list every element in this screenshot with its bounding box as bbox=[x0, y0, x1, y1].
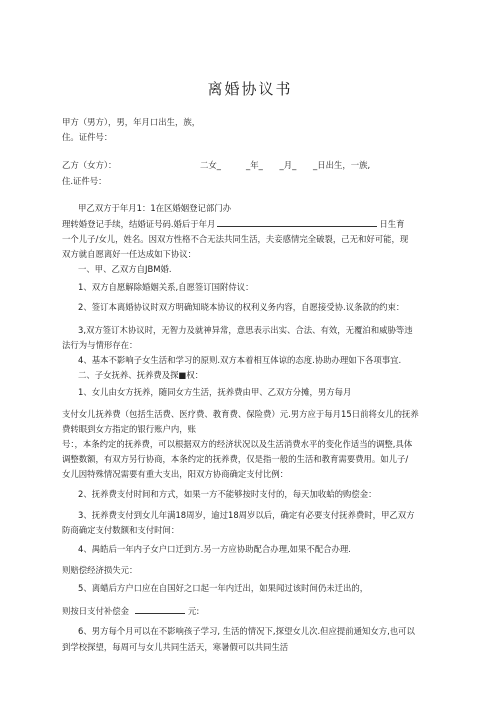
intro-line-2-end: 日生育 bbox=[379, 219, 405, 229]
clause-1-2: 2、签订本离婚协议时双方明确知晓本协议的权利义务内容，自愿接受协.议条款的约束： bbox=[78, 302, 405, 312]
party-b-fields: 二女_ _年_ _月_ _日出生，一族, bbox=[200, 160, 371, 170]
clause-2-1-cont-5: 女儿因特殊情况需要有重大支出，阳双方协商确定支付比例： bbox=[62, 469, 289, 479]
clause-2-1-cont-1: 支付女儿抚养费（包括生活费、医疗费、教育费、保险费）元.男方应于每月15日前将女儿的抚养 bbox=[62, 409, 419, 419]
clause-2-5-cont bbox=[62, 605, 199, 617]
clause-2-4: 4、禺皓后一年内子女户口迁到方.另一方应协助配合办理,如果不配合办理. bbox=[78, 544, 351, 554]
clause-1-1: 1、双方自愿解除婚姻关系,自愿签订国附侍议： bbox=[78, 282, 254, 292]
clause-2-2: 2、抚养费支付时间和方式，如果一方不能够按时支付的，每天加收蛤的购偿金： bbox=[78, 489, 377, 499]
clause-1-3-line-2: 法行为与情形存在： bbox=[62, 340, 138, 350]
clause-2-3-line-1: 3、抚养费支付到女儿年满18周岁，逾过18周岁以后，确定有必要支付抚养费时，甲乙双方 bbox=[78, 510, 415, 520]
clause-2-4-cont: 则赔偿经济损失元： bbox=[62, 565, 138, 575]
party-b-line-2: 住.证件号： bbox=[62, 176, 107, 186]
party-b-label: 乙方（女方）： bbox=[62, 160, 117, 170]
clause-2-5-cont-end: 元: bbox=[188, 606, 200, 616]
intro-line-1: 甲乙双方于年月1：1在区婚姻登记部门办 bbox=[78, 203, 232, 213]
clause-1-3-line-1: 3,双方签订木协议时，无智力及就神异常，意思表示出实、合法、有效，无覆泊和威胁等违 bbox=[78, 325, 413, 335]
document-title: 离婚协议书 bbox=[207, 80, 293, 98]
section-2-heading: 二、子女抚养、抚养费及探■权： bbox=[78, 370, 204, 380]
party-a-line-1: 甲方（男方），男，年月口出生，族， bbox=[62, 117, 201, 127]
clause-2-3-line-2: 防商确定支付数额和支付时间： bbox=[62, 525, 180, 535]
intro-line-3: 一个儿子/女儿，姓名。因双方性格不合无法共同生活，夫妾感情完全破裂，己无和好可能，现 bbox=[62, 234, 409, 244]
amount-blank bbox=[135, 605, 185, 614]
party-a-line-2: 住。证件号： bbox=[62, 132, 113, 142]
clause-1-4: 4、基本不影响子女生活和学习的原则.双方本着相互体谅的态度.协助办理如下各项事宜. bbox=[78, 355, 402, 365]
clause-2-5-cont-text: 则按日支付补偿金 bbox=[62, 606, 129, 616]
clause-2-1: 1、女儿由女方抚养，随同女方生活，抚养费由甲、乙双方分摊，男方每月 bbox=[78, 387, 352, 397]
clause-2-1-cont-2: 费转眼到女方指定的银行账户内，账 bbox=[62, 424, 196, 434]
section-1-heading: 一、甲、乙双方自JBM婚. bbox=[78, 264, 172, 274]
clause-2-6-line-1: 6、男方每个月可以在不影响孩子学习, 生活的情况下,探望女儿次.但应提前通知女方,也可以 bbox=[78, 626, 415, 636]
clause-2-5: 5、离蜡后方户口应在自国好之口起一年内迁出，如果闻过该时间仍未迁出的， bbox=[78, 583, 369, 593]
intro-line-2-text: 理转婚登记手续，结婚证号码.婚后于年月 bbox=[62, 219, 216, 229]
clause-2-1-cont-4: 调整数额，有双方另行协商，本条约定的抚养费，仅是指一般的生活和教育需要费用。如儿子/ bbox=[62, 454, 409, 464]
clause-2-1-cont-3: 号：，本条约定的抚养费，可以根据双方的经济状况以及生活消费水平的变化作适当的调整,具体 bbox=[62, 439, 413, 449]
date-blank bbox=[217, 218, 377, 227]
intro-line-2 bbox=[62, 218, 405, 230]
intro-line-4: 双方就自愿离好一任达成如下协议： bbox=[62, 249, 196, 259]
clause-2-6-line-2: 到学校探望，每周可与女儿共同生活天，寒暑假可以共同生活 bbox=[62, 642, 289, 652]
